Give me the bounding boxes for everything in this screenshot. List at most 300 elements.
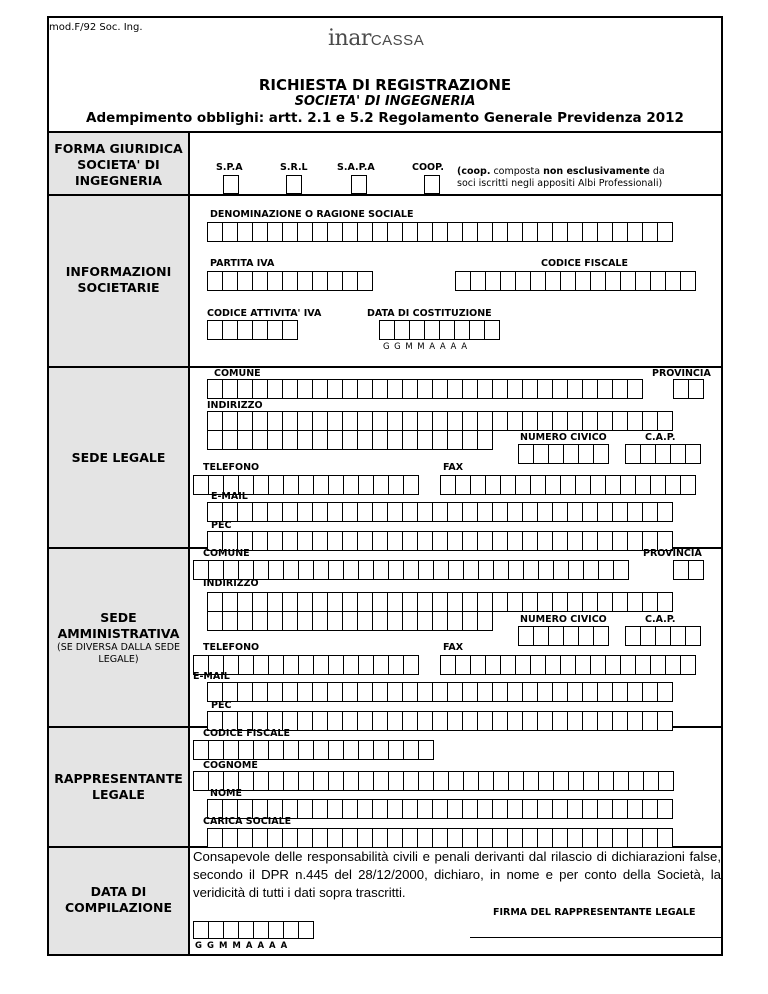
char-box[interactable]: [597, 531, 613, 551]
char-box[interactable]: [612, 711, 628, 731]
rl-cognome-input[interactable]: [193, 771, 673, 791]
char-box[interactable]: [387, 430, 403, 450]
char-box[interactable]: [312, 502, 328, 522]
char-box[interactable]: [373, 771, 389, 791]
char-box[interactable]: [530, 655, 546, 675]
char-box[interactable]: [387, 222, 403, 242]
char-box[interactable]: [470, 475, 486, 495]
char-box[interactable]: [583, 771, 599, 791]
char-box[interactable]: [635, 271, 651, 291]
char-box[interactable]: [477, 682, 493, 702]
char-box[interactable]: [552, 711, 568, 731]
char-box[interactable]: [650, 655, 666, 675]
char-box[interactable]: [222, 222, 238, 242]
char-box[interactable]: [620, 655, 636, 675]
char-box[interactable]: [283, 560, 299, 580]
char-box[interactable]: [673, 379, 689, 399]
char-box[interactable]: [253, 771, 269, 791]
char-box[interactable]: [223, 560, 239, 580]
char-box[interactable]: [582, 799, 598, 819]
char-box[interactable]: [485, 475, 501, 495]
char-box[interactable]: [553, 560, 569, 580]
char-box[interactable]: [582, 592, 598, 612]
char-box[interactable]: [642, 711, 658, 731]
signature-line[interactable]: [470, 937, 722, 938]
char-box[interactable]: [267, 411, 283, 431]
char-box[interactable]: [403, 771, 419, 791]
char-box[interactable]: [552, 502, 568, 522]
codice-attivita-input[interactable]: [207, 320, 297, 340]
sl-indirizzo-input-row2[interactable]: [207, 430, 492, 450]
char-box[interactable]: [657, 828, 673, 848]
coop-checkbox[interactable]: [424, 175, 440, 194]
char-box[interactable]: [507, 828, 523, 848]
char-box[interactable]: [282, 271, 298, 291]
char-box[interactable]: [327, 828, 343, 848]
char-box[interactable]: [642, 222, 658, 242]
char-box[interactable]: [477, 430, 493, 450]
char-box[interactable]: [402, 592, 418, 612]
char-box[interactable]: [357, 222, 373, 242]
char-box[interactable]: [537, 502, 553, 522]
char-box[interactable]: [455, 271, 471, 291]
char-box[interactable]: [342, 682, 358, 702]
char-box[interactable]: [477, 222, 493, 242]
char-box[interactable]: [625, 444, 641, 464]
char-box[interactable]: [582, 531, 598, 551]
char-box[interactable]: [508, 771, 524, 791]
sl-pec-input[interactable]: [207, 531, 672, 551]
char-box[interactable]: [477, 379, 493, 399]
char-box[interactable]: [567, 222, 583, 242]
char-box[interactable]: [283, 475, 299, 495]
char-box[interactable]: [252, 320, 268, 340]
char-box[interactable]: [252, 379, 268, 399]
char-box[interactable]: [418, 740, 434, 760]
char-box[interactable]: [379, 320, 395, 340]
char-box[interactable]: [282, 531, 298, 551]
sapa-checkbox[interactable]: [351, 175, 367, 194]
char-box[interactable]: [388, 560, 404, 580]
char-box[interactable]: [642, 502, 658, 522]
char-box[interactable]: [298, 475, 314, 495]
char-box[interactable]: [447, 531, 463, 551]
char-box[interactable]: [522, 411, 538, 431]
char-box[interactable]: [552, 222, 568, 242]
char-box[interactable]: [545, 475, 561, 495]
char-box[interactable]: [312, 711, 328, 731]
char-box[interactable]: [432, 828, 448, 848]
char-box[interactable]: [537, 411, 553, 431]
char-box[interactable]: [548, 444, 564, 464]
char-box[interactable]: [447, 828, 463, 848]
char-box[interactable]: [523, 771, 539, 791]
char-box[interactable]: [372, 531, 388, 551]
char-box[interactable]: [283, 771, 299, 791]
char-box[interactable]: [432, 711, 448, 731]
char-box[interactable]: [507, 502, 523, 522]
char-box[interactable]: [237, 411, 253, 431]
char-box[interactable]: [500, 655, 516, 675]
char-box[interactable]: [417, 711, 433, 731]
char-box[interactable]: [328, 771, 344, 791]
char-box[interactable]: [627, 828, 643, 848]
char-box[interactable]: [650, 475, 666, 495]
char-box[interactable]: [582, 502, 598, 522]
char-box[interactable]: [358, 655, 374, 675]
char-box[interactable]: [222, 411, 238, 431]
char-box[interactable]: [298, 921, 314, 939]
char-box[interactable]: [403, 740, 419, 760]
char-box[interactable]: [493, 560, 509, 580]
char-box[interactable]: [268, 475, 284, 495]
char-box[interactable]: [207, 611, 223, 631]
char-box[interactable]: [402, 430, 418, 450]
char-box[interactable]: [658, 771, 674, 791]
char-box[interactable]: [358, 771, 374, 791]
char-box[interactable]: [283, 921, 299, 939]
char-box[interactable]: [567, 799, 583, 819]
char-box[interactable]: [237, 682, 253, 702]
char-box[interactable]: [518, 626, 534, 646]
char-box[interactable]: [462, 411, 478, 431]
char-box[interactable]: [207, 411, 223, 431]
char-box[interactable]: [462, 611, 478, 631]
char-box[interactable]: [508, 560, 524, 580]
char-box[interactable]: [372, 799, 388, 819]
char-box[interactable]: [267, 379, 283, 399]
char-box[interactable]: [402, 799, 418, 819]
char-box[interactable]: [642, 411, 658, 431]
char-box[interactable]: [597, 592, 613, 612]
char-box[interactable]: [433, 771, 449, 791]
char-box[interactable]: [552, 379, 568, 399]
char-box[interactable]: [548, 626, 564, 646]
char-box[interactable]: [640, 444, 656, 464]
char-box[interactable]: [327, 222, 343, 242]
char-box[interactable]: [237, 430, 253, 450]
char-box[interactable]: [657, 711, 673, 731]
char-box[interactable]: [417, 592, 433, 612]
char-box[interactable]: [328, 560, 344, 580]
char-box[interactable]: [567, 531, 583, 551]
char-box[interactable]: [612, 531, 628, 551]
sa-indirizzo-input-row2[interactable]: [207, 611, 492, 631]
char-box[interactable]: [267, 320, 283, 340]
char-box[interactable]: [612, 502, 628, 522]
char-box[interactable]: [567, 682, 583, 702]
sl-numero-civico-input[interactable]: [518, 444, 608, 464]
char-box[interactable]: [207, 502, 223, 522]
char-box[interactable]: [545, 271, 561, 291]
char-box[interactable]: [282, 682, 298, 702]
char-box[interactable]: [252, 502, 268, 522]
char-box[interactable]: [297, 531, 313, 551]
char-box[interactable]: [537, 682, 553, 702]
char-box[interactable]: [597, 502, 613, 522]
char-box[interactable]: [327, 592, 343, 612]
char-box[interactable]: [298, 655, 314, 675]
char-box[interactable]: [417, 430, 433, 450]
char-box[interactable]: [463, 560, 479, 580]
char-box[interactable]: [252, 682, 268, 702]
char-box[interactable]: [680, 271, 696, 291]
char-box[interactable]: [342, 222, 358, 242]
char-box[interactable]: [267, 502, 283, 522]
char-box[interactable]: [357, 828, 373, 848]
char-box[interactable]: [680, 655, 696, 675]
char-box[interactable]: [283, 740, 299, 760]
char-box[interactable]: [282, 592, 298, 612]
char-box[interactable]: [522, 799, 538, 819]
char-box[interactable]: [650, 271, 666, 291]
char-box[interactable]: [578, 444, 594, 464]
char-box[interactable]: [193, 475, 209, 495]
char-box[interactable]: [484, 320, 500, 340]
char-box[interactable]: [312, 411, 328, 431]
char-box[interactable]: [522, 711, 538, 731]
char-box[interactable]: [222, 592, 238, 612]
char-box[interactable]: [222, 430, 238, 450]
char-box[interactable]: [297, 430, 313, 450]
char-box[interactable]: [593, 444, 609, 464]
char-box[interactable]: [655, 626, 671, 646]
sl-cap-input[interactable]: [625, 444, 700, 464]
char-box[interactable]: [590, 655, 606, 675]
char-box[interactable]: [657, 799, 673, 819]
sa-email-input[interactable]: [207, 682, 672, 702]
char-box[interactable]: [268, 740, 284, 760]
char-box[interactable]: [342, 502, 358, 522]
char-box[interactable]: [568, 560, 584, 580]
char-box[interactable]: [685, 444, 701, 464]
char-box[interactable]: [267, 828, 283, 848]
char-box[interactable]: [635, 475, 651, 495]
char-box[interactable]: [454, 320, 470, 340]
char-box[interactable]: [312, 222, 328, 242]
char-box[interactable]: [447, 711, 463, 731]
char-box[interactable]: [590, 475, 606, 495]
char-box[interactable]: [432, 411, 448, 431]
char-box[interactable]: [207, 592, 223, 612]
char-box[interactable]: [492, 682, 508, 702]
char-box[interactable]: [252, 411, 268, 431]
char-box[interactable]: [313, 475, 329, 495]
char-box[interactable]: [252, 222, 268, 242]
char-box[interactable]: [537, 799, 553, 819]
char-box[interactable]: [593, 626, 609, 646]
char-box[interactable]: [657, 502, 673, 522]
char-box[interactable]: [657, 682, 673, 702]
codice-fiscale-input[interactable]: [455, 271, 695, 291]
char-box[interactable]: [533, 444, 549, 464]
char-box[interactable]: [477, 828, 493, 848]
char-box[interactable]: [605, 475, 621, 495]
char-box[interactable]: [372, 828, 388, 848]
char-box[interactable]: [312, 271, 328, 291]
char-box[interactable]: [605, 271, 621, 291]
char-box[interactable]: [388, 655, 404, 675]
char-box[interactable]: [582, 379, 598, 399]
char-box[interactable]: [297, 502, 313, 522]
char-box[interactable]: [403, 475, 419, 495]
sa-fax-input[interactable]: [440, 655, 695, 675]
char-box[interactable]: [612, 411, 628, 431]
char-box[interactable]: [357, 411, 373, 431]
char-box[interactable]: [470, 271, 486, 291]
char-box[interactable]: [237, 611, 253, 631]
char-box[interactable]: [388, 771, 404, 791]
char-box[interactable]: [417, 379, 433, 399]
char-box[interactable]: [387, 379, 403, 399]
char-box[interactable]: [545, 655, 561, 675]
char-box[interactable]: [597, 682, 613, 702]
char-box[interactable]: [283, 655, 299, 675]
char-box[interactable]: [620, 271, 636, 291]
char-box[interactable]: [327, 531, 343, 551]
char-box[interactable]: [207, 320, 223, 340]
char-box[interactable]: [507, 411, 523, 431]
char-box[interactable]: [238, 655, 254, 675]
char-box[interactable]: [193, 771, 209, 791]
char-box[interactable]: [522, 531, 538, 551]
char-box[interactable]: [447, 379, 463, 399]
char-box[interactable]: [253, 921, 269, 939]
char-box[interactable]: [657, 411, 673, 431]
char-box[interactable]: [583, 560, 599, 580]
char-box[interactable]: [670, 626, 686, 646]
char-box[interactable]: [440, 655, 456, 675]
char-box[interactable]: [312, 828, 328, 848]
char-box[interactable]: [568, 771, 584, 791]
char-box[interactable]: [685, 626, 701, 646]
char-box[interactable]: [343, 740, 359, 760]
sa-indirizzo-input-row1[interactable]: [207, 592, 672, 612]
char-box[interactable]: [470, 655, 486, 675]
char-box[interactable]: [403, 655, 419, 675]
char-box[interactable]: [567, 828, 583, 848]
char-box[interactable]: [439, 320, 455, 340]
char-box[interactable]: [342, 711, 358, 731]
char-box[interactable]: [253, 655, 269, 675]
char-box[interactable]: [552, 411, 568, 431]
char-box[interactable]: [492, 502, 508, 522]
char-box[interactable]: [402, 828, 418, 848]
char-box[interactable]: [642, 592, 658, 612]
char-box[interactable]: [432, 502, 448, 522]
char-box[interactable]: [252, 592, 268, 612]
char-box[interactable]: [477, 411, 493, 431]
char-box[interactable]: [447, 411, 463, 431]
char-box[interactable]: [282, 430, 298, 450]
char-box[interactable]: [282, 222, 298, 242]
char-box[interactable]: [342, 592, 358, 612]
char-box[interactable]: [282, 379, 298, 399]
char-box[interactable]: [598, 771, 614, 791]
char-box[interactable]: [357, 430, 373, 450]
char-box[interactable]: [597, 379, 613, 399]
char-box[interactable]: [440, 475, 456, 495]
char-box[interactable]: [237, 502, 253, 522]
data-costituzione-input[interactable]: [379, 320, 499, 340]
char-box[interactable]: [447, 430, 463, 450]
char-box[interactable]: [237, 271, 253, 291]
char-box[interactable]: [537, 711, 553, 731]
char-box[interactable]: [582, 682, 598, 702]
char-box[interactable]: [500, 271, 516, 291]
char-box[interactable]: [522, 828, 538, 848]
char-box[interactable]: [627, 682, 643, 702]
char-box[interactable]: [613, 560, 629, 580]
char-box[interactable]: [642, 828, 658, 848]
char-box[interactable]: [673, 560, 689, 580]
char-box[interactable]: [297, 411, 313, 431]
char-box[interactable]: [268, 655, 284, 675]
char-box[interactable]: [597, 711, 613, 731]
char-box[interactable]: [418, 560, 434, 580]
char-box[interactable]: [268, 921, 284, 939]
char-box[interactable]: [297, 379, 313, 399]
char-box[interactable]: [282, 320, 298, 340]
char-box[interactable]: [507, 592, 523, 612]
char-box[interactable]: [670, 444, 686, 464]
char-box[interactable]: [462, 799, 478, 819]
char-box[interactable]: [372, 682, 388, 702]
char-box[interactable]: [515, 271, 531, 291]
denominazione-input[interactable]: [207, 222, 672, 242]
char-box[interactable]: [343, 475, 359, 495]
char-box[interactable]: [312, 430, 328, 450]
char-box[interactable]: [222, 682, 238, 702]
char-box[interactable]: [222, 379, 238, 399]
char-box[interactable]: [222, 271, 238, 291]
char-box[interactable]: [485, 271, 501, 291]
char-box[interactable]: [567, 502, 583, 522]
char-box[interactable]: [402, 531, 418, 551]
char-box[interactable]: [282, 828, 298, 848]
spa-checkbox[interactable]: [223, 175, 239, 194]
sa-cap-input[interactable]: [625, 626, 700, 646]
char-box[interactable]: [402, 711, 418, 731]
char-box[interactable]: [469, 320, 485, 340]
char-box[interactable]: [297, 222, 313, 242]
char-box[interactable]: [447, 799, 463, 819]
char-box[interactable]: [297, 682, 313, 702]
char-box[interactable]: [578, 626, 594, 646]
char-box[interactable]: [612, 379, 628, 399]
char-box[interactable]: [518, 444, 534, 464]
char-box[interactable]: [372, 711, 388, 731]
char-box[interactable]: [357, 711, 373, 731]
char-box[interactable]: [492, 222, 508, 242]
char-box[interactable]: [237, 222, 253, 242]
char-box[interactable]: [522, 379, 538, 399]
char-box[interactable]: [388, 740, 404, 760]
char-box[interactable]: [582, 828, 598, 848]
char-box[interactable]: [358, 475, 374, 495]
char-box[interactable]: [357, 531, 373, 551]
char-box[interactable]: [507, 799, 523, 819]
char-box[interactable]: [402, 682, 418, 702]
char-box[interactable]: [417, 828, 433, 848]
char-box[interactable]: [492, 531, 508, 551]
char-box[interactable]: [387, 828, 403, 848]
char-box[interactable]: [492, 411, 508, 431]
char-box[interactable]: [358, 560, 374, 580]
char-box[interactable]: [327, 502, 343, 522]
char-box[interactable]: [298, 771, 314, 791]
char-box[interactable]: [342, 430, 358, 450]
